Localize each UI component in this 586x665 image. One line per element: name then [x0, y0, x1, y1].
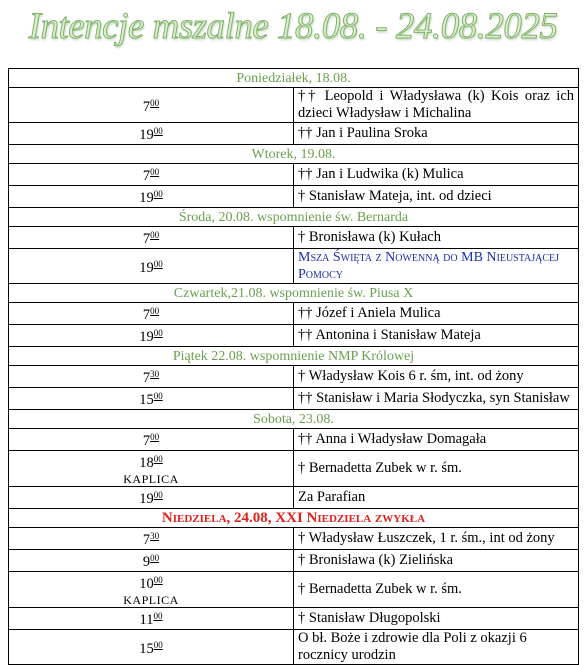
- mass-intention: † Bernadetta Zubek w r. śm.: [294, 572, 579, 608]
- table-row: [9, 550, 579, 572]
- mass-hour: 19: [139, 259, 154, 276]
- table-row: [9, 227, 579, 249]
- mass-hour: 18: [139, 455, 154, 471]
- mass-time: [9, 550, 294, 572]
- mass-intention: † Bronisława (k) Kułach: [294, 227, 579, 249]
- chapel-label: KAPLICA: [123, 593, 179, 607]
- table-row: [9, 249, 579, 284]
- mass-minutes: 00: [153, 126, 163, 136]
- mass-intention: † Bronisława (k) Zielińska: [294, 550, 579, 572]
- mass-time: [9, 249, 294, 284]
- mass-time: [9, 164, 294, 186]
- day-header: Niedziela, 24.08, XXI Niedziela zwykła: [9, 509, 579, 528]
- mass-minutes: 00: [153, 639, 163, 650]
- table-row: [9, 366, 579, 388]
- day-header: Sobota, 23.08.: [9, 410, 579, 429]
- mass-intention: † Władysław Kois 6 r. śm, int. od żony: [294, 366, 579, 388]
- mass-hour: 15: [139, 640, 154, 657]
- mass-time: [9, 186, 294, 208]
- mass-time: [9, 608, 294, 630]
- table-row: [9, 572, 579, 608]
- day-header-row: [9, 410, 579, 429]
- mass-time: [9, 88, 294, 123]
- mass-intention: † Władysław Łuszczek, 1 r. śm., int od żony: [294, 528, 579, 550]
- mass-hour: 7: [142, 307, 151, 323]
- mass-time: [9, 325, 294, 347]
- chapel-label: KAPLICA: [123, 472, 179, 486]
- mass-minutes: 00: [153, 611, 163, 621]
- day-header-row: [9, 284, 579, 303]
- table-row: [9, 88, 579, 123]
- mass-intention: † Stanisław Mateja, int. od dzieci: [294, 186, 579, 208]
- mass-intention: †† Stanisław i Maria Słodyczka, syn Stanisław: [294, 388, 579, 410]
- table-row: [9, 630, 579, 665]
- mass-hour: 19: [139, 491, 154, 507]
- mass-intention: †† Jan i Ludwika (k) Mulica: [294, 164, 579, 186]
- mass-hour: 19: [139, 329, 154, 345]
- mass-minutes: 00: [150, 97, 160, 108]
- mass-intention: †† Anna i Władysław Domagała: [294, 429, 579, 451]
- mass-intention: †† Jan i Paulina Sroka: [294, 123, 579, 145]
- mass-time: [9, 429, 294, 451]
- table-row: [9, 451, 579, 487]
- mass-hour: 11: [139, 612, 154, 628]
- mass-intention: O bł. Boże i zdrowie dla Poli z okazji 6 rocznicy urodzin: [294, 630, 579, 665]
- table-row: [9, 429, 579, 451]
- mass-hour: 9: [142, 554, 151, 570]
- mass-hour: 7: [142, 433, 151, 449]
- mass-time: [9, 227, 294, 249]
- mass-intention: Za Parafian: [294, 487, 579, 509]
- day-header-row: [9, 145, 579, 164]
- mass-hour: 19: [139, 127, 154, 143]
- mass-intention: †† Józef i Aniela Mulica: [294, 303, 579, 325]
- mass-hour: 7: [142, 168, 151, 184]
- day-header-row: [9, 208, 579, 227]
- mass-hour: 7: [142, 98, 151, 115]
- mass-minutes: 00: [153, 258, 163, 269]
- mass-time: [9, 123, 294, 145]
- day-header: Wtorek, 19.08.: [9, 145, 579, 164]
- table-row: [9, 528, 579, 550]
- mass-minutes: 00: [150, 553, 160, 563]
- mass-hour: 7: [142, 370, 151, 386]
- mass-hour: 7: [142, 532, 151, 548]
- table-row: [9, 164, 579, 186]
- mass-time: [9, 572, 294, 608]
- mass-minutes: 00: [153, 575, 163, 585]
- table-row: [9, 123, 579, 145]
- mass-time: [9, 388, 294, 410]
- mass-minutes: 30: [150, 369, 160, 379]
- day-header: Piątek 22.08. wspomnienie NMP Królowej: [9, 347, 579, 366]
- mass-intention: † Bernadetta Zubek w r. śm.: [294, 451, 579, 487]
- mass-intention: † Stanisław Długopolski: [294, 608, 579, 630]
- novena-mass-label: Msza Święta z Nowenną do MB Nieustającej Pomocy: [294, 249, 579, 284]
- mass-minutes: 00: [153, 189, 163, 199]
- mass-intention: †† Antonina i Stanisław Mateja: [294, 325, 579, 347]
- table-row: [9, 388, 579, 410]
- table-row: [9, 487, 579, 509]
- day-header: Czwartek,21.08. wspomnienie św. Piusa X: [9, 284, 579, 303]
- mass-minutes: 00: [150, 167, 160, 177]
- mass-minutes: 00: [153, 391, 163, 401]
- mass-time: [9, 451, 294, 487]
- mass-time: [9, 487, 294, 509]
- mass-hour: 19: [139, 190, 154, 206]
- mass-hour: 10: [139, 576, 154, 592]
- table-row: [9, 186, 579, 208]
- day-header: Środa, 20.08. wspomnienie św. Bernarda: [9, 208, 579, 227]
- day-header: Poniedziałek, 18.08.: [9, 69, 579, 88]
- mass-minutes: 00: [150, 230, 160, 240]
- mass-minutes: 00: [153, 454, 163, 464]
- mass-minutes: 00: [153, 328, 163, 338]
- mass-time: [9, 630, 294, 665]
- mass-minutes: 30: [150, 531, 160, 541]
- day-header-row: [9, 509, 579, 528]
- mass-time: [9, 303, 294, 325]
- mass-intention: †† Leopold i Władysława (k) Kois oraz ich dzieci Władysław i Michalina: [294, 88, 579, 123]
- day-header-row: [9, 69, 579, 88]
- mass-hour: 7: [142, 231, 151, 247]
- day-header-row: [9, 347, 579, 366]
- mass-intentions-table: [8, 68, 579, 665]
- table-row: [9, 303, 579, 325]
- mass-time: [9, 366, 294, 388]
- page-title: Intencje mszalne 18.08. - 24.08.2025: [28, 6, 558, 47]
- mass-minutes: 00: [150, 432, 160, 442]
- mass-hour: 15: [139, 392, 154, 408]
- mass-minutes: 00: [153, 490, 163, 500]
- table-row: [9, 325, 579, 347]
- table-row: [9, 608, 579, 630]
- mass-time: [9, 528, 294, 550]
- mass-minutes: 00: [150, 306, 160, 316]
